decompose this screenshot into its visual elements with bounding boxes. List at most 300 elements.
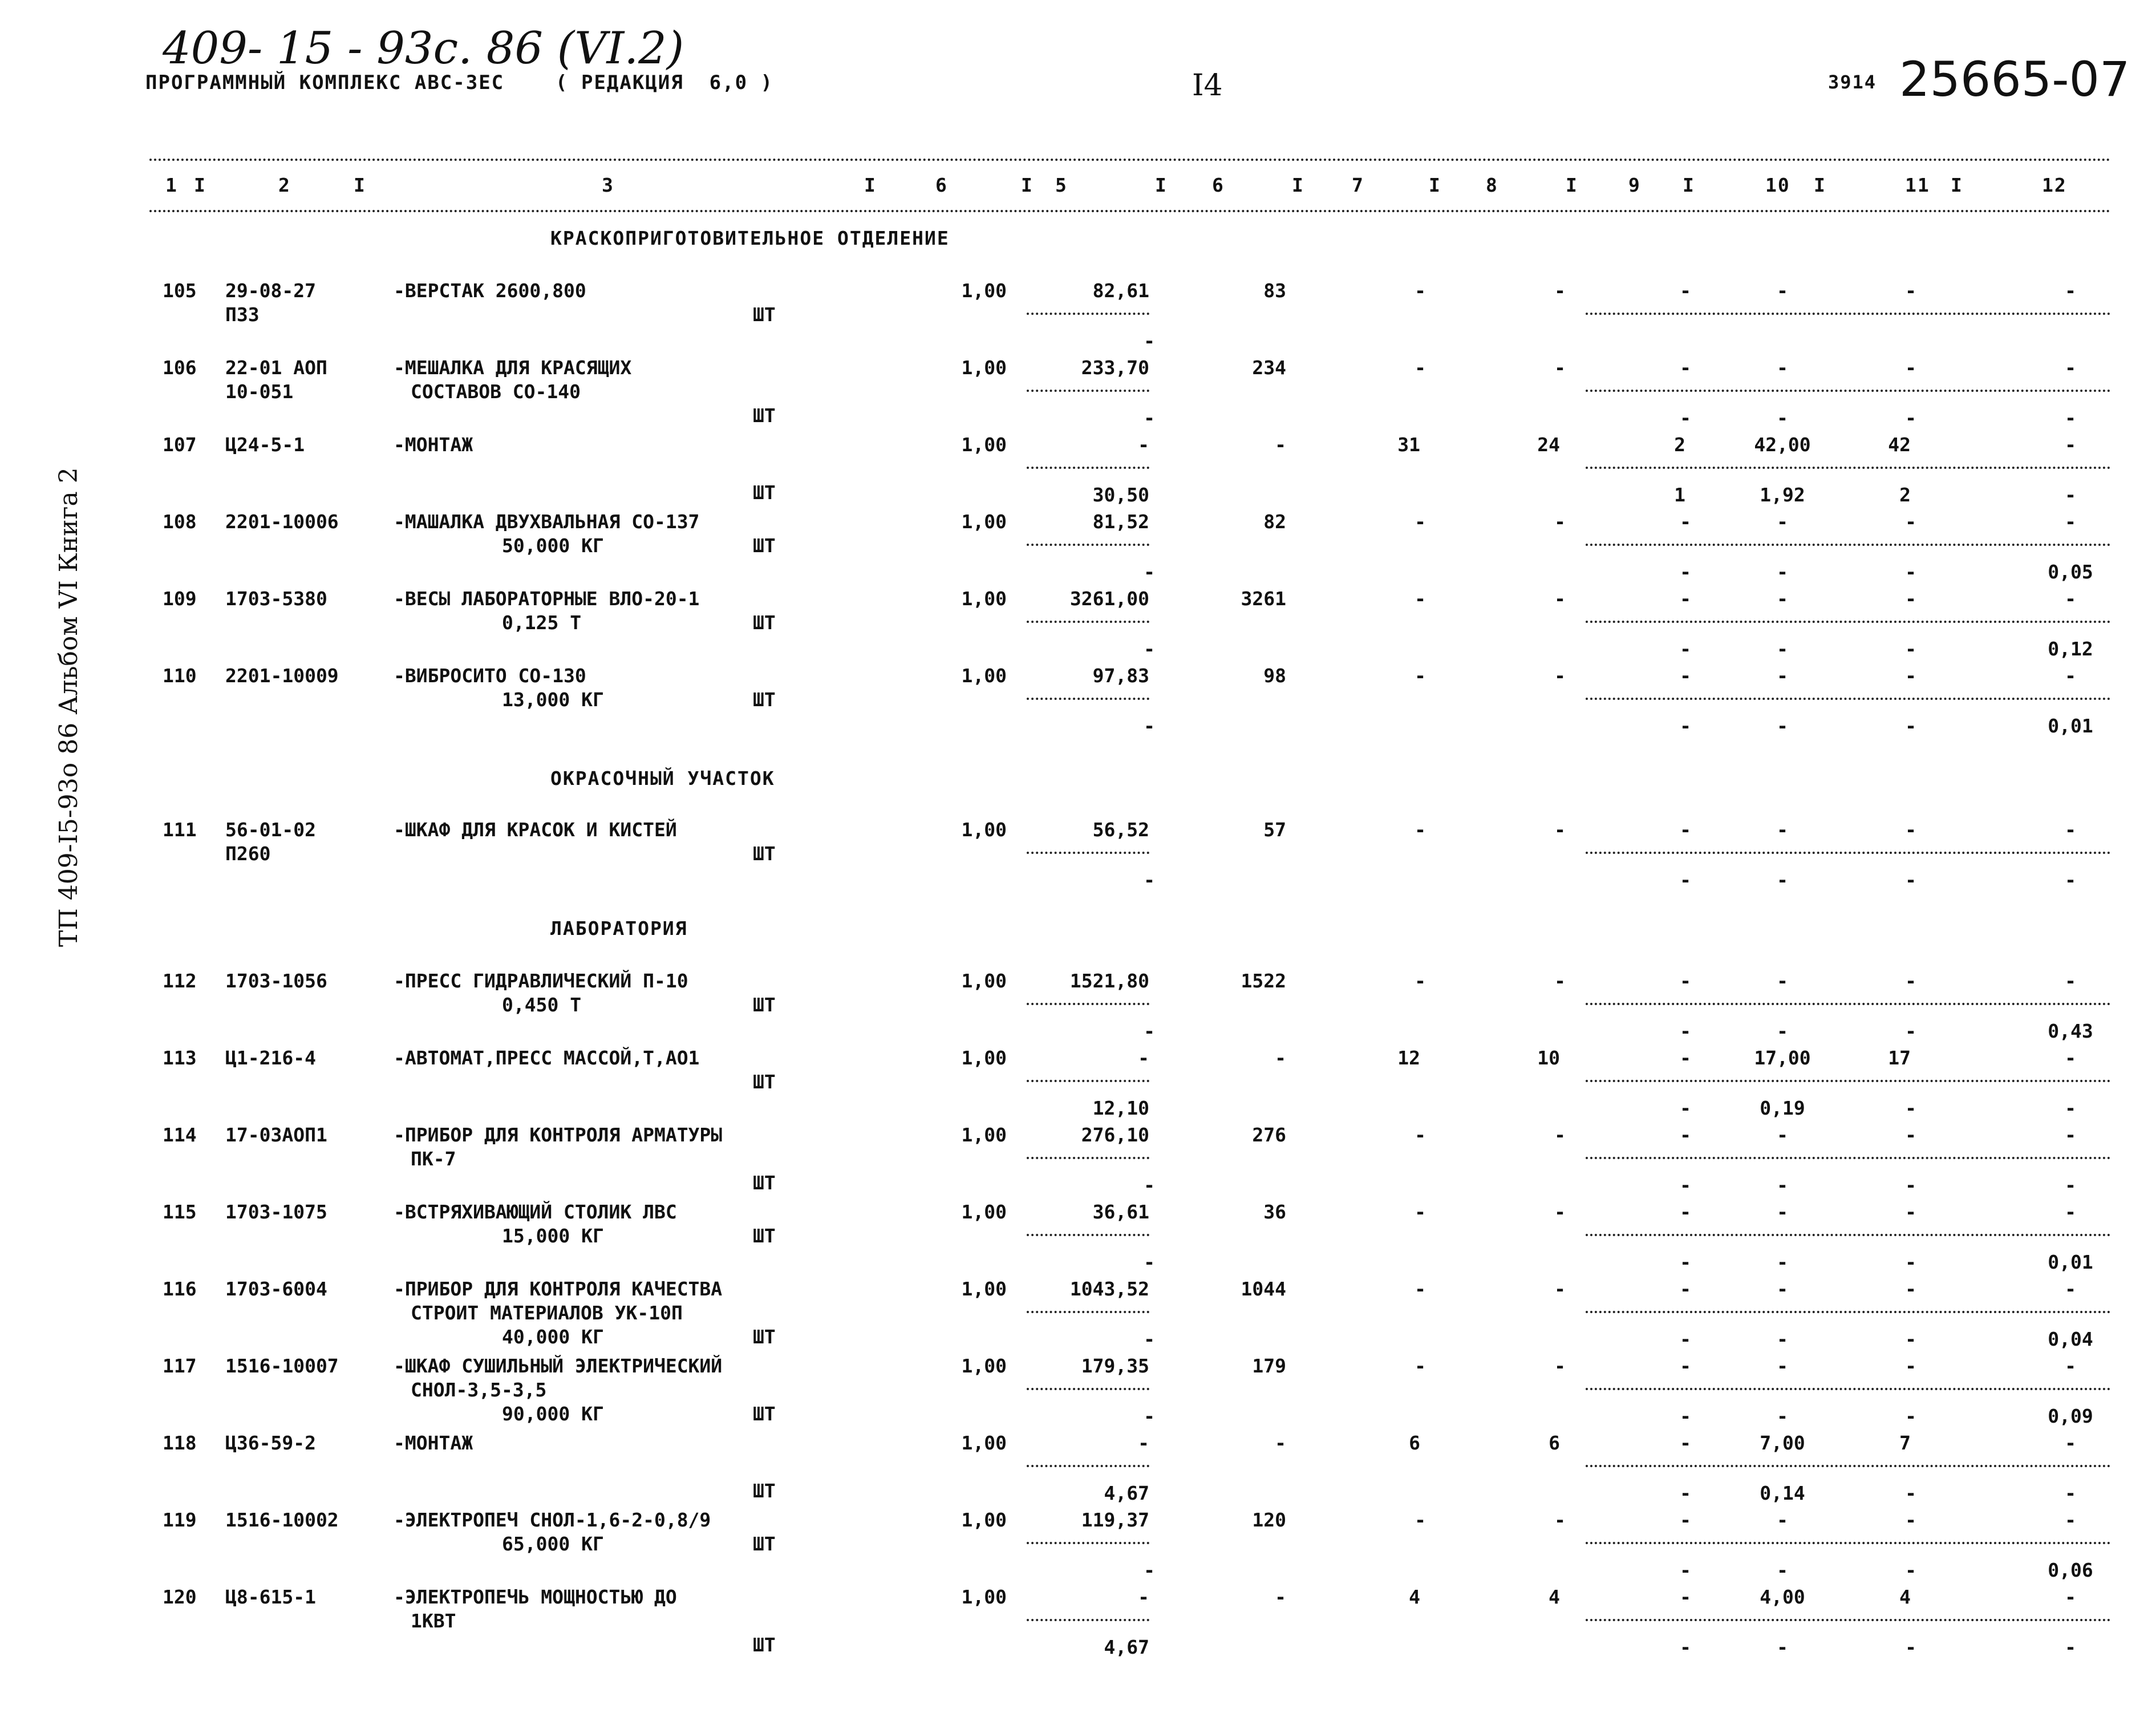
row-name: -ЭЛЕКТРОПЕЧ СНОЛ-1,6-2-0,8/9	[394, 1509, 711, 1531]
row-code: Ц24-5-1	[225, 434, 305, 456]
row-code: 17-03АОП1	[225, 1124, 327, 1146]
row-quantity: 1,00	[961, 819, 1007, 841]
row-code: Ц8-615-1	[225, 1586, 316, 1608]
row-col11-sub: -	[1905, 407, 1916, 429]
row-name: -ВСТРЯХИВАЮЩИЙ СТОЛИК ЛВС	[394, 1201, 677, 1223]
row-col10-sub: 0,19	[1760, 1097, 1805, 1119]
column-header: 3	[602, 174, 614, 196]
row-name-line2: СОСТАВОВ СО-140	[411, 380, 581, 403]
column-separator: I	[354, 174, 366, 196]
row-col7: -	[1415, 280, 1426, 302]
row-col6: -	[1275, 434, 1286, 456]
row-col11: 42	[1888, 434, 1911, 456]
price-underline	[1027, 1234, 1149, 1236]
section-title: ЛАБОРАТОРИЯ	[550, 917, 688, 940]
column-header: 9	[1628, 174, 1641, 196]
price-underline	[1027, 1157, 1149, 1159]
row-quantity: 1,00	[961, 434, 1007, 456]
row-col12: -	[2065, 1355, 2076, 1377]
row-quantity: 1,00	[961, 665, 1007, 687]
row-price: 3261,00	[1069, 588, 1149, 610]
row-col10: -	[1777, 588, 1788, 610]
row-col7: 6	[1409, 1432, 1420, 1454]
column-separator: I	[1429, 174, 1441, 196]
row-col11: -	[1905, 588, 1916, 610]
row-number: 120	[163, 1586, 197, 1608]
row-code: 2201-10006	[225, 511, 339, 533]
row-col11: -	[1905, 665, 1916, 687]
row-col12-sub: 0,01	[2048, 1251, 2093, 1273]
column-header: 6	[935, 174, 948, 196]
program-line: ПРОГРАММНЫЙ КОМПЛЕКС АВС-ЗЕС ( РЕДАКЦИЯ 6,0 )	[145, 71, 774, 94]
row-col11: -	[1905, 1124, 1916, 1146]
price-underline	[1027, 1465, 1149, 1467]
row-name: -МОНТАЖ	[394, 434, 473, 456]
row-col12-sub: 0,05	[2048, 561, 2093, 583]
header-top-rule	[149, 159, 2112, 161]
price-underline	[1027, 544, 1149, 546]
row-price-sub: -	[1144, 1405, 1155, 1427]
row-col9: -	[1680, 1355, 1691, 1377]
row-col10-sub: -	[1777, 869, 1788, 891]
row-col12-sub: 0,06	[2048, 1559, 2093, 1581]
row-price-sub: -	[1144, 1559, 1155, 1581]
row-name: -МЕШАЛКА ДЛЯ КРАСЯЩИХ	[394, 357, 632, 379]
column-separator: I	[1566, 174, 1578, 196]
row-col12-sub: 0,09	[2048, 1405, 2093, 1427]
price-underline	[1027, 467, 1149, 469]
row-col9: -	[1680, 665, 1691, 687]
row-col10: 4,00	[1760, 1586, 1805, 1608]
row-price: 81,52	[1092, 511, 1149, 533]
column-separator: I	[1155, 174, 1168, 196]
row-unit: ШТ	[753, 1326, 776, 1348]
column-header: 8	[1486, 174, 1498, 196]
row-col12: -	[2065, 1201, 2076, 1223]
totals-underline	[1586, 698, 2110, 700]
row-col9-sub: -	[1680, 638, 1691, 660]
row-number: 107	[163, 434, 197, 456]
row-unit: ШТ	[753, 1225, 776, 1247]
row-col9-sub: -	[1680, 1097, 1691, 1119]
row-unit: ШТ	[753, 1634, 776, 1656]
row-col8: -	[1554, 511, 1566, 533]
row-number: 113	[163, 1047, 197, 1069]
row-name: -ШКАФ СУШИЛЬНЫЙ ЭЛЕКТРИЧЕСКИЙ	[394, 1355, 723, 1377]
row-name-line2: 50,000 КГ	[502, 534, 604, 557]
row-col9-sub: -	[1680, 407, 1691, 429]
row-col10-sub: -	[1777, 1559, 1788, 1581]
row-col11: -	[1905, 970, 1916, 992]
row-col7: -	[1415, 1124, 1426, 1146]
row-price: 82,61	[1092, 280, 1149, 302]
row-col8: -	[1554, 819, 1566, 841]
row-price-sub: -	[1144, 1328, 1155, 1350]
row-price: 276,10	[1081, 1124, 1149, 1146]
row-col10: -	[1777, 511, 1788, 533]
row-number: 109	[163, 588, 197, 610]
row-code: 29-08-27	[225, 280, 316, 302]
totals-underline	[1586, 852, 2110, 854]
column-header: 2	[278, 174, 291, 196]
totals-underline	[1586, 390, 2110, 392]
row-number: 112	[163, 970, 197, 992]
row-col9-sub: -	[1680, 715, 1691, 737]
row-col6: 276	[1252, 1124, 1286, 1146]
column-separator: I	[194, 174, 206, 196]
row-col12: -	[2065, 1509, 2076, 1531]
row-col12-sub: -	[2065, 1482, 2076, 1504]
row-col6: 82	[1263, 511, 1286, 533]
row-price: -	[1138, 1586, 1149, 1608]
row-col10-sub: -	[1777, 1174, 1788, 1196]
row-col6: 120	[1252, 1509, 1286, 1531]
row-col10: -	[1777, 1278, 1788, 1300]
row-unit: ШТ	[753, 1533, 776, 1555]
totals-underline	[1586, 1157, 2110, 1159]
row-col8: -	[1554, 357, 1566, 379]
row-number: 108	[163, 511, 197, 533]
row-col12: -	[2065, 1278, 2076, 1300]
row-col9: -	[1680, 970, 1691, 992]
row-name-line2: 1КВТ	[411, 1610, 456, 1632]
row-price: -	[1138, 1047, 1149, 1069]
row-col11: 17	[1888, 1047, 1911, 1069]
row-price-sub: -	[1144, 638, 1155, 660]
row-price: -	[1138, 1432, 1149, 1454]
row-name-line2: 0,450 Т	[502, 994, 582, 1016]
row-code: 56-01-02	[225, 819, 316, 841]
row-col11-sub: -	[1905, 1559, 1916, 1581]
row-code: 1516-10002	[225, 1509, 339, 1531]
row-col10-sub: -	[1777, 561, 1788, 583]
row-price: 56,52	[1092, 819, 1149, 841]
totals-underline	[1586, 1542, 2110, 1544]
row-number: 116	[163, 1278, 197, 1300]
row-col11: -	[1905, 511, 1916, 533]
row-price-sub: -	[1144, 1020, 1155, 1042]
row-col9-sub: -	[1680, 1405, 1691, 1427]
row-col6: 57	[1263, 819, 1286, 841]
row-unit: ШТ	[753, 534, 776, 557]
row-name: -МОНТАЖ	[394, 1432, 473, 1454]
row-col10-sub: -	[1777, 1328, 1788, 1350]
section-title: ОКРАСОЧНЫЙ УЧАСТОК	[550, 767, 775, 789]
row-col10-sub: 0,14	[1760, 1482, 1805, 1504]
price-underline	[1027, 313, 1149, 315]
row-unit: ШТ	[753, 612, 776, 634]
row-col12: -	[2065, 280, 2076, 302]
row-unit: ШТ	[753, 1172, 776, 1194]
row-name: -ВИБРОСИТО СО-130	[394, 665, 586, 687]
row-col11-sub: -	[1905, 1251, 1916, 1273]
row-col10: 7,00	[1760, 1432, 1805, 1454]
row-col9-sub: -	[1680, 1020, 1691, 1042]
row-col6: -	[1275, 1586, 1286, 1608]
price-underline	[1027, 1080, 1149, 1082]
row-quantity: 1,00	[961, 1124, 1007, 1146]
row-quantity: 1,00	[961, 588, 1007, 610]
row-col8: 6	[1549, 1432, 1560, 1454]
row-name: -АВТОМАТ,ПРЕСС МАССОЙ,Т,АО1	[394, 1047, 700, 1069]
totals-underline	[1586, 621, 2110, 623]
row-col9: -	[1680, 1432, 1691, 1454]
price-underline	[1027, 1542, 1149, 1544]
row-col11: -	[1905, 280, 1916, 302]
row-price: 1521,80	[1069, 970, 1149, 992]
row-col6: 1522	[1241, 970, 1286, 992]
row-col6: 36	[1263, 1201, 1286, 1223]
row-price: -	[1138, 434, 1149, 456]
row-name: -МАШАЛКА ДВУХВАЛЬНАЯ СО-137	[394, 511, 700, 533]
row-number: 105	[163, 280, 197, 302]
row-col7: -	[1415, 665, 1426, 687]
row-price-sub: -	[1144, 715, 1155, 737]
row-number: 110	[163, 665, 197, 687]
row-price-sub: 30,50	[1092, 484, 1149, 506]
row-quantity: 1,00	[961, 970, 1007, 992]
row-col11-sub: -	[1905, 1405, 1916, 1427]
totals-underline	[1586, 1003, 2110, 1005]
row-unit: ШТ	[753, 1403, 776, 1425]
row-col10-sub: -	[1777, 638, 1788, 660]
doc-prefix: 3914	[1828, 71, 1877, 93]
row-col9: -	[1680, 1509, 1691, 1531]
row-col9: -	[1680, 280, 1691, 302]
row-name-line2: 13,000 КГ	[502, 689, 604, 711]
row-col11-sub: 2	[1899, 484, 1911, 506]
column-header: 7	[1352, 174, 1364, 196]
row-price: 119,37	[1081, 1509, 1149, 1531]
row-col12: -	[2065, 434, 2076, 456]
page-number: I4	[1192, 68, 1223, 103]
sidebar-album-label: ТП 409-I5-93о 86 Альбом VI Книга 2	[54, 467, 83, 947]
row-col8: -	[1554, 1278, 1566, 1300]
row-col7: -	[1415, 357, 1426, 379]
row-price: 179,35	[1081, 1355, 1149, 1377]
row-number: 117	[163, 1355, 197, 1377]
row-code: 1703-1075	[225, 1201, 327, 1223]
row-col10: -	[1777, 970, 1788, 992]
row-col7: 12	[1397, 1047, 1420, 1069]
row-col12-sub: -	[2065, 869, 2076, 891]
row-name: -ВЕСЫ ЛАБОРАТОРНЫЕ ВЛО-20-1	[394, 588, 700, 610]
row-col10-sub: 1,92	[1760, 484, 1805, 506]
row-number: 111	[163, 819, 197, 841]
row-code: 2201-10009	[225, 665, 339, 687]
row-col12-sub: -	[2065, 1097, 2076, 1119]
row-col7: -	[1415, 1355, 1426, 1377]
price-underline	[1027, 852, 1149, 854]
row-col6: -	[1275, 1047, 1286, 1069]
totals-underline	[1586, 1080, 2110, 1082]
row-col9-sub: -	[1680, 1482, 1691, 1504]
row-price: 233,70	[1081, 357, 1149, 379]
row-col9: -	[1680, 511, 1691, 533]
totals-underline	[1586, 1388, 2110, 1390]
row-price-sub: -	[1144, 869, 1155, 891]
row-price-sub: -	[1144, 561, 1155, 583]
row-unit: ШТ	[753, 481, 776, 504]
row-col10: -	[1777, 1124, 1788, 1146]
price-underline	[1027, 698, 1149, 700]
handwritten-code: 409- 15 - 93с. 86 (VI.2)	[163, 23, 684, 74]
row-col9-sub: 1	[1674, 484, 1685, 506]
column-separator: I	[1814, 174, 1826, 196]
row-price: 1043,52	[1069, 1278, 1149, 1300]
row-code: 1703-1056	[225, 970, 327, 992]
row-col10: 42,00	[1754, 434, 1811, 456]
row-name-line2: 15,000 КГ	[502, 1225, 604, 1247]
row-code: Ц36-59-2	[225, 1432, 316, 1454]
column-separator: I	[864, 174, 877, 196]
row-col12: -	[2065, 357, 2076, 379]
row-name: -ШКАФ ДЛЯ КРАСОК И КИСТЕЙ	[394, 819, 677, 841]
row-unit: ШТ	[753, 404, 776, 427]
row-col7: -	[1415, 588, 1426, 610]
row-col11-sub: -	[1905, 1328, 1916, 1350]
row-col9-sub: -	[1680, 1559, 1691, 1581]
totals-underline	[1586, 1619, 2110, 1621]
section-title: КРАСКОПРИГОТОВИТЕЛЬНОЕ ОТДЕЛЕНИЕ	[550, 227, 950, 249]
row-col12-sub: -	[2065, 1174, 2076, 1196]
row-number: 106	[163, 357, 197, 379]
row-quantity: 1,00	[961, 1278, 1007, 1300]
row-quantity: 1,00	[961, 1509, 1007, 1531]
row-col12: -	[2065, 588, 2076, 610]
row-col8: 10	[1537, 1047, 1560, 1069]
row-col6: 3261	[1241, 588, 1286, 610]
row-col9: -	[1680, 1278, 1691, 1300]
row-quantity: 1,00	[961, 280, 1007, 302]
row-price-sub: 4,67	[1104, 1482, 1149, 1504]
row-unit: ШТ	[753, 689, 776, 711]
row-col7: -	[1415, 511, 1426, 533]
row-col10: -	[1777, 1201, 1788, 1223]
row-code: Ц1-216-4	[225, 1047, 316, 1069]
row-name: -ЭЛЕКТРОПЕЧЬ МОЩНОСТЬЮ ДО	[394, 1586, 677, 1608]
row-col8: -	[1554, 588, 1566, 610]
row-col12-sub: -	[2065, 484, 2076, 506]
row-col8: -	[1554, 280, 1566, 302]
row-price-sub: -	[1144, 1174, 1155, 1196]
row-price-sub: 12,10	[1092, 1097, 1149, 1119]
row-col9: -	[1680, 1201, 1691, 1223]
row-number: 118	[163, 1432, 197, 1454]
totals-underline	[1586, 1465, 2110, 1467]
row-col12-sub: 0,12	[2048, 638, 2093, 660]
row-col6: -	[1275, 1432, 1286, 1454]
row-name-line2: 0,125 Т	[502, 612, 582, 634]
row-col9-sub: -	[1680, 561, 1691, 583]
column-separator: I	[1292, 174, 1304, 196]
row-quantity: 1,00	[961, 1586, 1007, 1608]
row-col11-sub: -	[1905, 1482, 1916, 1504]
row-col11: 7	[1899, 1432, 1911, 1454]
column-header: 10	[1765, 174, 1790, 196]
row-price: 36,61	[1092, 1201, 1149, 1223]
row-col12-sub: 0,04	[2048, 1328, 2093, 1350]
row-col8: -	[1554, 1509, 1566, 1531]
row-col11-sub: -	[1905, 1636, 1916, 1658]
row-col7: 31	[1397, 434, 1420, 456]
row-col6: 179	[1252, 1355, 1286, 1377]
row-name-line3: 40,000 КГ	[502, 1326, 604, 1348]
row-col9: -	[1680, 588, 1691, 610]
row-col11-sub: -	[1905, 1097, 1916, 1119]
row-col10-sub: -	[1777, 1636, 1788, 1658]
row-col7: -	[1415, 1509, 1426, 1531]
row-name-line2: СНОЛ-3,5-3,5	[411, 1379, 547, 1401]
row-col9: -	[1680, 357, 1691, 379]
row-col10: -	[1777, 280, 1788, 302]
row-col12-sub: -	[2065, 1636, 2076, 1658]
row-col8: -	[1554, 970, 1566, 992]
row-name: -ВЕРСТАК 2600,800	[394, 280, 586, 302]
row-number: 114	[163, 1124, 197, 1146]
row-name: -ПРИБОР ДЛЯ КОНТРОЛЯ КАЧЕСТВА	[394, 1278, 723, 1300]
row-price-sub: -	[1144, 1251, 1155, 1273]
price-underline	[1027, 621, 1149, 623]
row-col10-sub: -	[1777, 1020, 1788, 1042]
row-col12: -	[2065, 511, 2076, 533]
row-col11: -	[1905, 1278, 1916, 1300]
row-col6: 83	[1263, 280, 1286, 302]
row-unit: ШТ	[753, 303, 776, 326]
row-col9-sub: -	[1680, 1636, 1691, 1658]
row-col11: -	[1905, 1355, 1916, 1377]
row-unit: ШТ	[753, 1480, 776, 1502]
row-col9: 2	[1674, 434, 1685, 456]
row-quantity: 1,00	[961, 1355, 1007, 1377]
row-col11: -	[1905, 1509, 1916, 1531]
row-code: 1516-10007	[225, 1355, 339, 1377]
row-col10: -	[1777, 1509, 1788, 1531]
row-col8: 4	[1549, 1586, 1560, 1608]
row-col9: -	[1680, 819, 1691, 841]
totals-underline	[1586, 467, 2110, 469]
row-col9-sub: -	[1680, 869, 1691, 891]
row-code: 1703-6004	[225, 1278, 327, 1300]
row-col10: -	[1777, 819, 1788, 841]
row-col10: 17,00	[1754, 1047, 1811, 1069]
price-underline	[1027, 1388, 1149, 1390]
row-col9: -	[1680, 1124, 1691, 1146]
row-col12: -	[2065, 1047, 2076, 1069]
row-code-line2: 10-051	[225, 380, 294, 403]
row-code-line2: П260	[225, 843, 271, 865]
row-name: -ПРЕСС ГИДРАВЛИЧЕСКИЙ П-10	[394, 970, 688, 992]
row-col11: -	[1905, 1201, 1916, 1223]
row-col8: -	[1554, 1201, 1566, 1223]
row-number: 119	[163, 1509, 197, 1531]
header-bottom-rule	[149, 210, 2112, 212]
row-col8: -	[1554, 1355, 1566, 1377]
row-quantity: 1,00	[961, 1432, 1007, 1454]
row-price-sub: -	[1144, 407, 1155, 429]
doc-number: 25665-07	[1899, 51, 2130, 107]
row-col9: -	[1680, 1047, 1691, 1069]
column-separator: I	[1683, 174, 1695, 196]
row-unit: ШТ	[753, 1071, 776, 1093]
row-price: 97,83	[1092, 665, 1149, 687]
row-col12: -	[2065, 819, 2076, 841]
totals-underline	[1586, 1311, 2110, 1313]
row-col11-sub: -	[1905, 638, 1916, 660]
row-col7: -	[1415, 1278, 1426, 1300]
row-col7: -	[1415, 970, 1426, 992]
row-col12-sub: 0,43	[2048, 1020, 2093, 1042]
